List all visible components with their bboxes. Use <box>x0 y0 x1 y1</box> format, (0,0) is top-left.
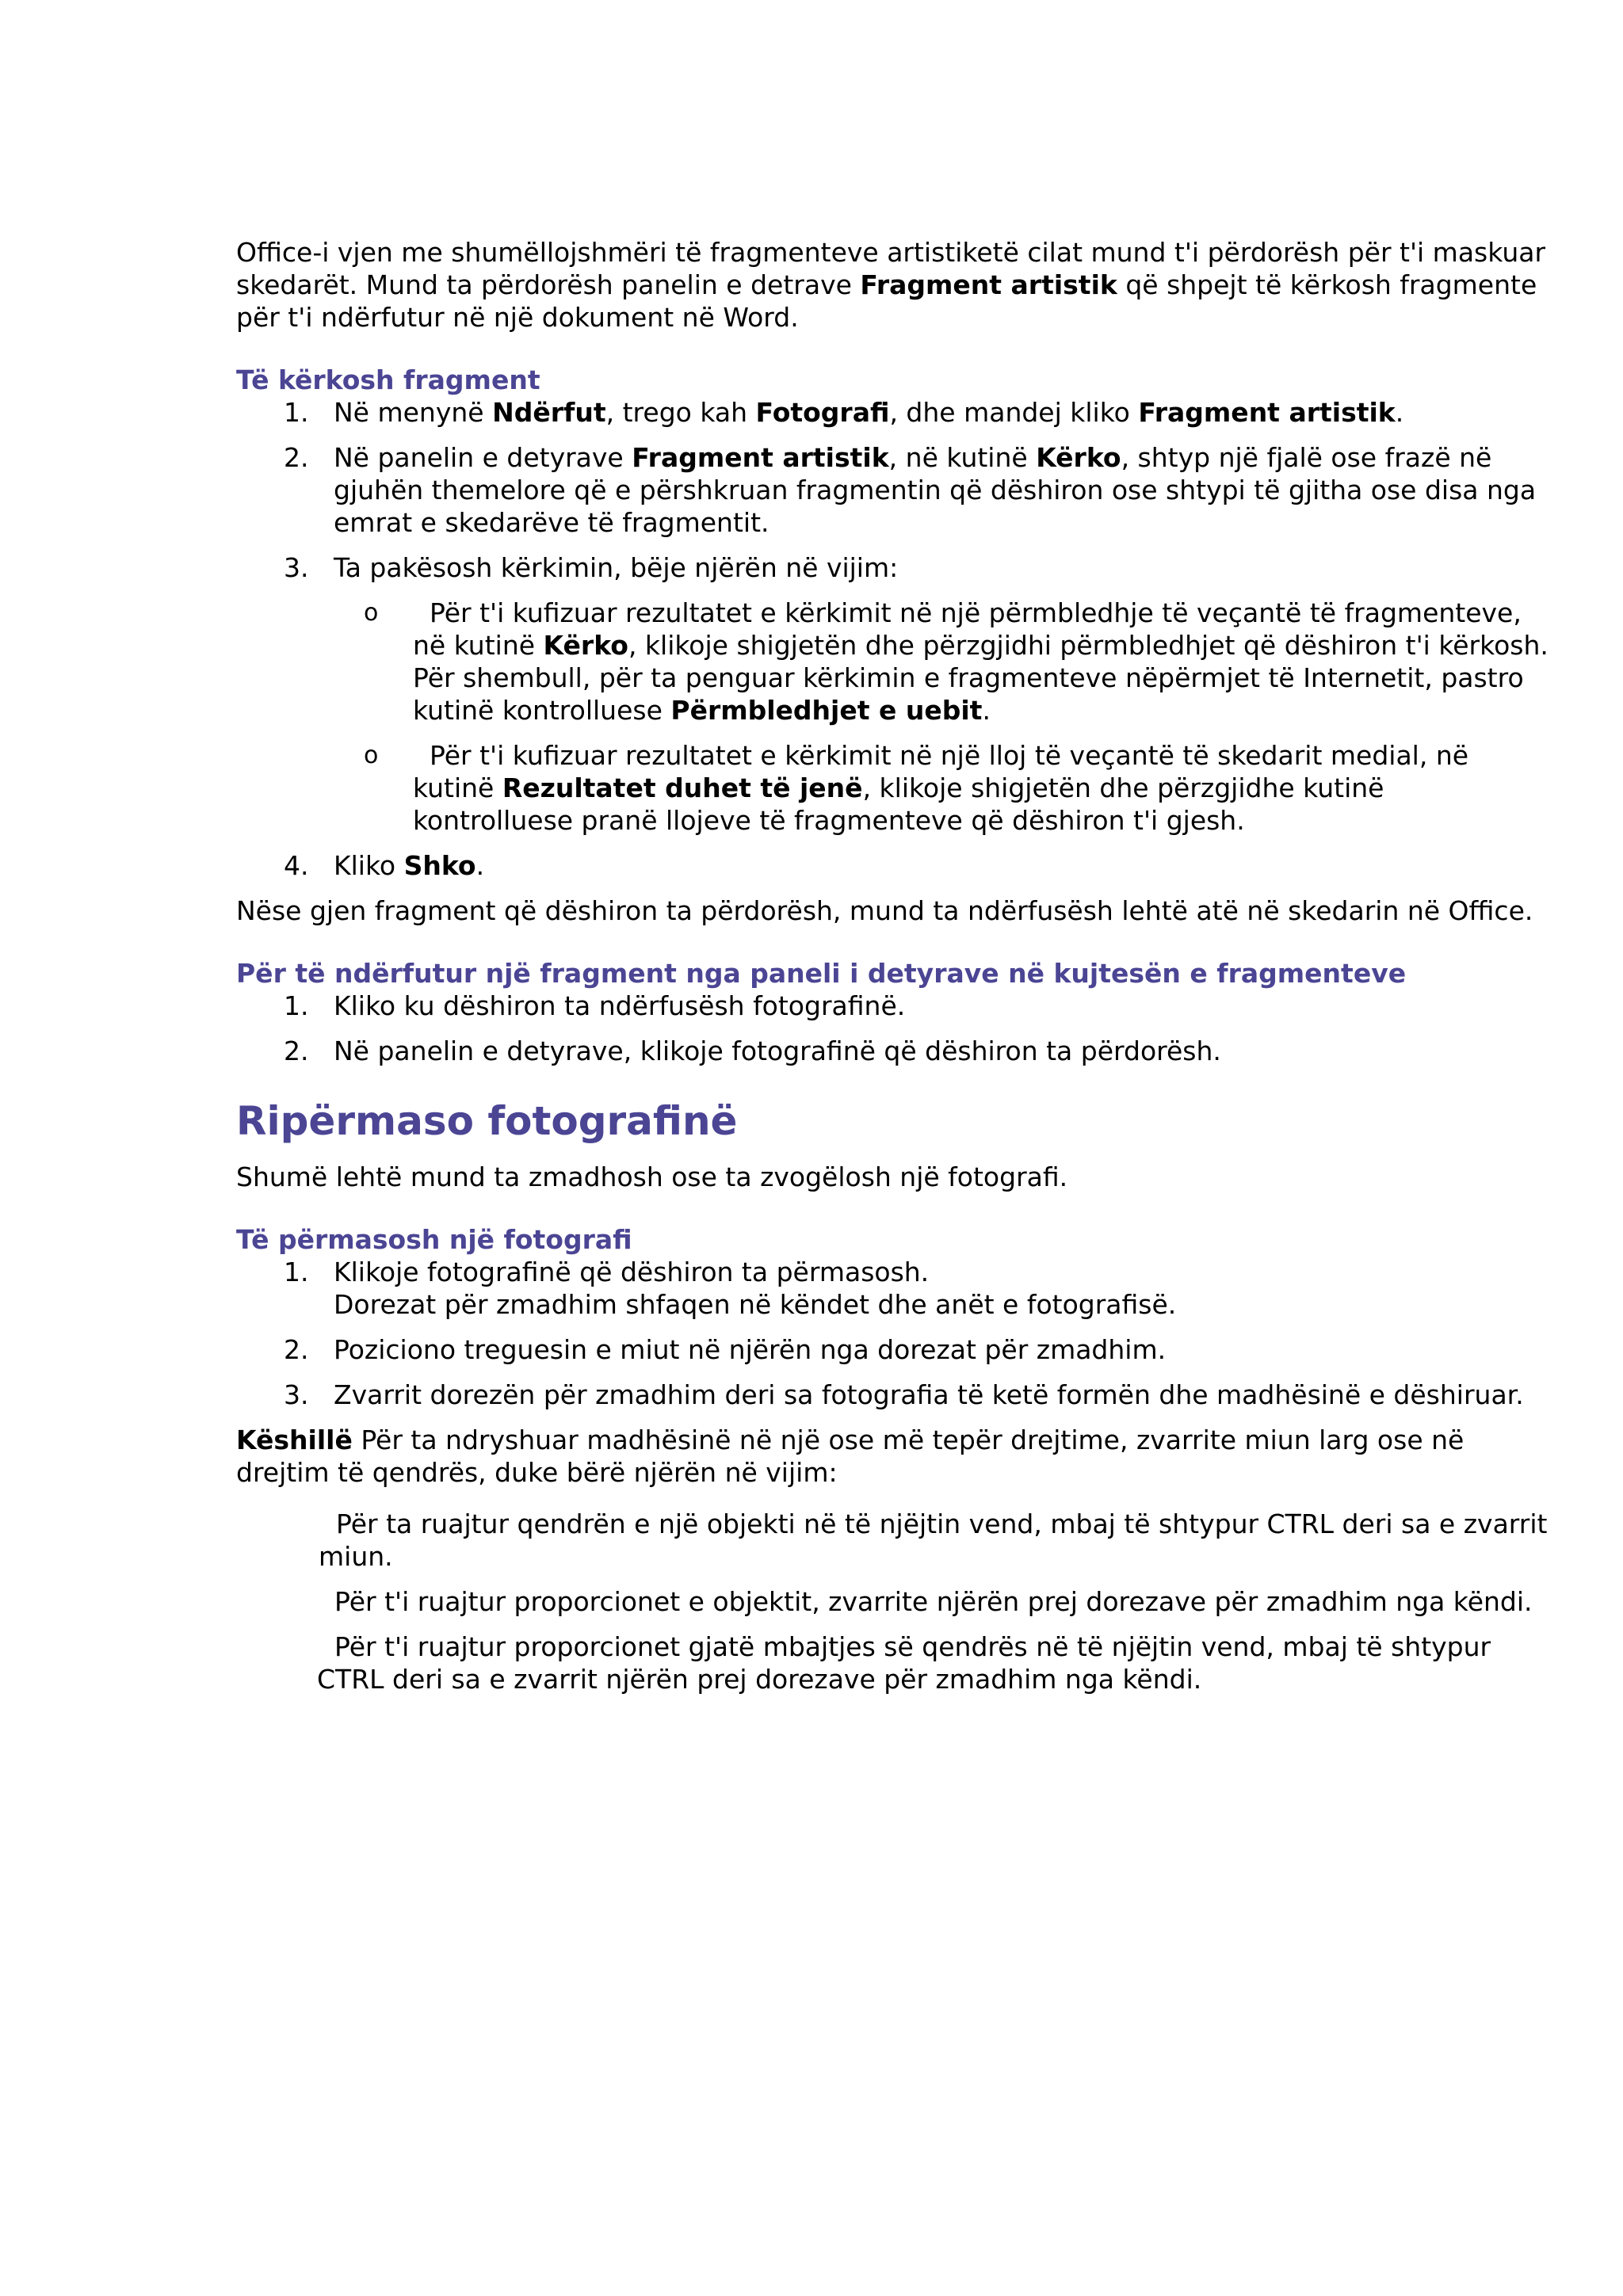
bold-fragment-artistik: Fragment artistik <box>1138 397 1396 428</box>
substep-text: Për t'i kufizuar rezultatet e kërkimit në një lloj të veçantë të skedarit medial, në kutinë <box>413 740 1469 803</box>
intro-text-2: që shpejt të kërkosh fragmente për t'i ndërfutur në një dokument në Word. <box>236 269 1537 333</box>
substep-text: , klikoje shigjetën dhe përzgjidhi përmbledhjet që dëshiron t'i kërkosh. Për shembull, për ta penguar kërkimin e fragmenteve nëpërmjet të Internetit, pastro kutinë kontrolluese <box>413 630 1549 726</box>
step-text: , shtyp një fjalë ose frazë në gjuhën themelore që e përshkruan fragmentin që dëshiron ose shtypi të gjitha ose disa nga emrat e skedarëve të fragmentit. <box>334 442 1537 538</box>
search-substep-1 <box>334 597 1552 727</box>
step-number: 1. <box>284 397 309 428</box>
step-number: 2. <box>284 442 309 473</box>
bold-fotografi: Fotografi <box>755 397 890 428</box>
intro-paragraph <box>236 236 1552 334</box>
heading-resize-picture: Ripërmaso fotografinë <box>236 1098 738 1144</box>
resize-step-2 <box>236 1333 1552 1366</box>
step-text: Zvarrit dorezën për zmadhim deri sa fotografia të ketë formën dhe madhësinë e dëshiruar. <box>334 1379 1524 1410</box>
step-number: 2. <box>284 1035 309 1066</box>
search-step-3 <box>236 551 1552 837</box>
step-text: . <box>1395 397 1404 428</box>
step-text: , dhe mandej kliko <box>889 397 1139 428</box>
search-step-4 <box>236 849 1552 882</box>
step-text: Poziciono treguesin e miut në njërën nga dorezat për zmadhim. <box>334 1334 1167 1365</box>
resize-intro: Shumë lehtë mund ta zmadhosh ose ta zvogëlosh një fotografi. <box>236 1161 1068 1192</box>
bold-kerko: Kërko <box>543 630 628 661</box>
tip-item: Për t'i ruajtur proporcionet gjatë mbajtjes së qendrës në të njëjtin vend, mbaj të shtypur CTRL deri sa e zvarrit njërën prej dorezave për zmadhim nga këndi. <box>317 1631 1491 1695</box>
resize-step-3 <box>236 1379 1552 1411</box>
search-steps-list <box>236 396 1552 882</box>
heading-insert-fragment: Për të ndërfutur një fragment nga paneli i detyrave në kujtesën e fragmenteve <box>236 958 1407 989</box>
insert-steps-list <box>236 990 1552 1067</box>
heading-search-fragment: Të kërkosh fragment <box>236 364 540 395</box>
tip-list <box>236 1508 1552 1695</box>
step-text: Në menynë <box>334 397 493 428</box>
bullet-circle: o <box>364 599 379 627</box>
insert-step-2 <box>236 1035 1552 1067</box>
step-text: Në panelin e detyrave <box>334 442 632 473</box>
step-number: 2. <box>284 1334 309 1365</box>
step-number: 3. <box>284 1379 309 1410</box>
tip-paragraph <box>236 1424 1552 1489</box>
substep-text: , klikoje shigjetën dhe përzgjidhe kutinë kontrolluese pranë llojeve të fragmenteve që dëshiron t'i gjesh. <box>413 772 1384 836</box>
step-number: 1. <box>284 990 309 1021</box>
step-note: Dorezat për zmadhim shfaqen në këndet dhe anët e fotografisë. <box>334 1289 1177 1320</box>
step-text: Ta pakësosh kërkimin, bëje njërën në vijim: <box>334 552 899 583</box>
tip-label: Këshillë <box>236 1425 353 1455</box>
step-text: , në kutinë <box>888 442 1037 473</box>
substep-text: . <box>982 695 991 726</box>
search-step-2 <box>236 441 1552 539</box>
step-text: Klikoje fotografinë që dëshiron ta përmasosh. <box>334 1257 930 1287</box>
intro-bold-fragment-artistik: Fragment artistik <box>860 269 1117 300</box>
step-text: , trego kah <box>605 397 756 428</box>
bold-permbledhjet-e-uebit: Përmbledhjet e uebit <box>670 695 983 726</box>
substep-text: Për t'i kufizuar rezultatet e kërkimit në një përmbledhje të veçantë të fragmenteve, në kutinë <box>413 597 1522 661</box>
step-text: Kliko <box>334 850 404 881</box>
search-substep-2 <box>334 739 1552 837</box>
bold-fragment-artistik: Fragment artistik <box>632 442 889 473</box>
step-number: 3. <box>284 552 309 583</box>
heading-resize-steps: Të përmasosh një fotografi <box>236 1224 632 1255</box>
bold-rezultatet-duhet-te-jene: Rezultatet duhet të jenë <box>502 772 863 803</box>
bullet-circle: o <box>364 742 379 769</box>
tip-item: Për t'i ruajtur proporcionet e objektit, zvarrite njërën prej dorezave për zmadhim nga këndi. <box>334 1586 1533 1617</box>
step-text: Në panelin e detyrave, klikoje fotografinë që dëshiron ta përdorësh. <box>334 1035 1221 1066</box>
after-search-paragraph: Nëse gjen fragment që dëshiron ta përdorësh, mund ta ndërfusësh lehtë atë në skedarin në Office. <box>236 895 1533 926</box>
step-number: 4. <box>284 850 309 881</box>
step-text: . <box>475 850 485 881</box>
search-step-1 <box>236 396 1552 429</box>
step-text: Kliko ku dëshiron ta ndërfusësh fotografinë. <box>334 990 906 1021</box>
resize-step-1 <box>236 1256 1552 1321</box>
document-page <box>236 236 1552 1708</box>
tip-text: Për ta ndryshuar madhësinë në një ose më tepër drejtime, zvarrite miun larg ose në drejtim të qendrës, duke bërë njërën në vijim: <box>236 1425 1465 1488</box>
bold-nderfut: Ndërfut <box>492 397 606 428</box>
bold-kerko: Kërko <box>1036 442 1121 473</box>
insert-step-1 <box>236 990 1552 1022</box>
bold-shko: Shko <box>403 850 476 881</box>
tip-item: Për ta ruajtur qendrën e një objekti në të njëjtin vend, mbaj të shtypur CTRL deri sa e zvarrit miun. <box>319 1508 1548 1572</box>
resize-steps-list <box>236 1256 1552 1411</box>
search-substeps-list <box>334 597 1552 837</box>
intro-text-1: Office-i vjen me shumëllojshmëri të fragmenteve artistiketë cilat mund t'i përdorësh për t'i maskuar skedarët. Mund ta përdorësh panelin e detrave <box>236 237 1546 300</box>
step-number: 1. <box>284 1257 309 1287</box>
